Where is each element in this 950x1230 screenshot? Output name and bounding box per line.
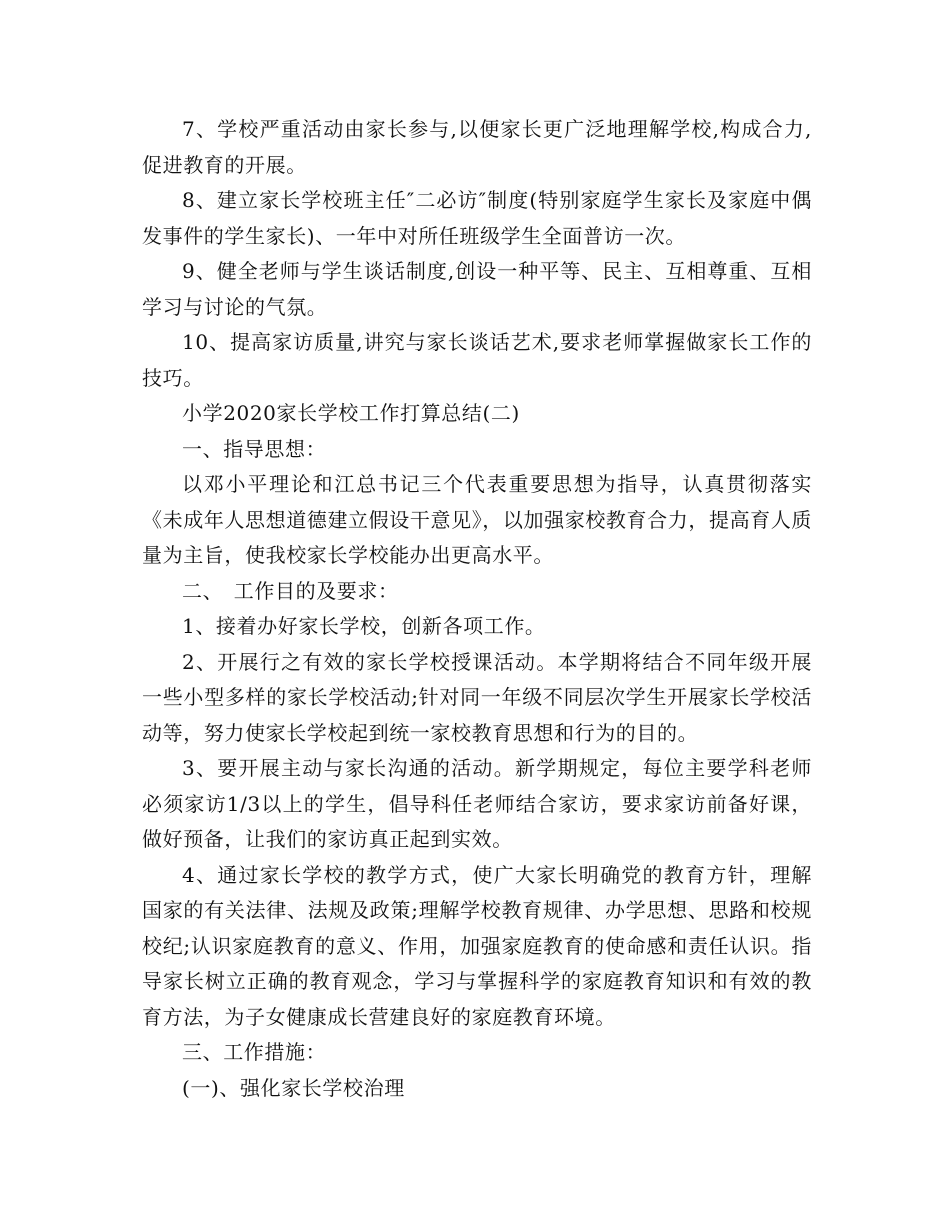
paragraph-item-9: 9、健全老师与学生谈话制度,创设一种平等、民主、互相尊重、互相学习与讨论的气氛。	[142, 259, 812, 319]
paragraph-item-8: 8、建立家长学校班主任″二必访″制度(特别家庭学生家长及家庭中偶发事件的学生家长)、一年中对所任班级学生全面普访一次。	[142, 188, 812, 248]
heading-guiding-thought: 一、指导思想：	[182, 436, 327, 461]
heading-measure-1: (一)、强化家长学校治理	[182, 1075, 405, 1100]
paragraph-item-7: 7、学校严重活动由家长参与,以便家长更广泛地理解学校,构成合力,促进教育的开展。	[142, 117, 812, 177]
paragraph-goal-4: 4、通过家长学校的教学方式，使广大家长明确党的教育方针，理解国家的有关法律、法规及政策;理解学校教育规律、办学思想、思路和校规校纪;认识家庭教育的意义、作用，加强家庭教育的使命感和责任认识。指导家长树立正确的教育观念，学习与掌握科学的家庭教育知识和有效的教育方法，为子女健康成长营建良好的家庭教育环境。	[142, 862, 812, 1029]
document-page	[142, 112, 812, 1106]
paragraph-guiding-thought: 以邓小平理论和江总书记三个代表重要思想为指导，认真贯彻落实《未成年人思想道德建立假设干意见》，以加强家校教育合力，提高育人质量为主旨，使我校家长学校能办出更高水平。	[142, 472, 812, 567]
paragraph-item-10: 10、提高家访质量,讲究与家长谈话艺术,要求老师掌握做家长工作的技巧。	[142, 330, 812, 390]
paragraph-goal-1: 1、接着办好家长学校，创新各项工作。	[182, 614, 546, 638]
heading-goals: 二、 工作目的及要求：	[182, 578, 399, 603]
heading-measures: 三、工作措施：	[182, 1040, 327, 1064]
section-title: 小学2020家长学校工作打算总结(二)	[182, 401, 520, 425]
paragraph-goal-2: 2、开展行之有效的家长学校授课活动。本学期将结合不同年级开展一些小型多样的家长学校活动;针对同一年级不同层次学生开展家长学校活动等，努力使家长学校起到统一家校教育思想和行为的目的。	[142, 649, 812, 745]
paragraph-goal-3: 3、要开展主动与家长沟通的活动。新学期规定，每位主要学科老师必须家访1/3以上的学生，倡导科任老师结合家访，要求家访前备好课，做好预备，让我们的家访真正起到实效。	[142, 756, 812, 851]
